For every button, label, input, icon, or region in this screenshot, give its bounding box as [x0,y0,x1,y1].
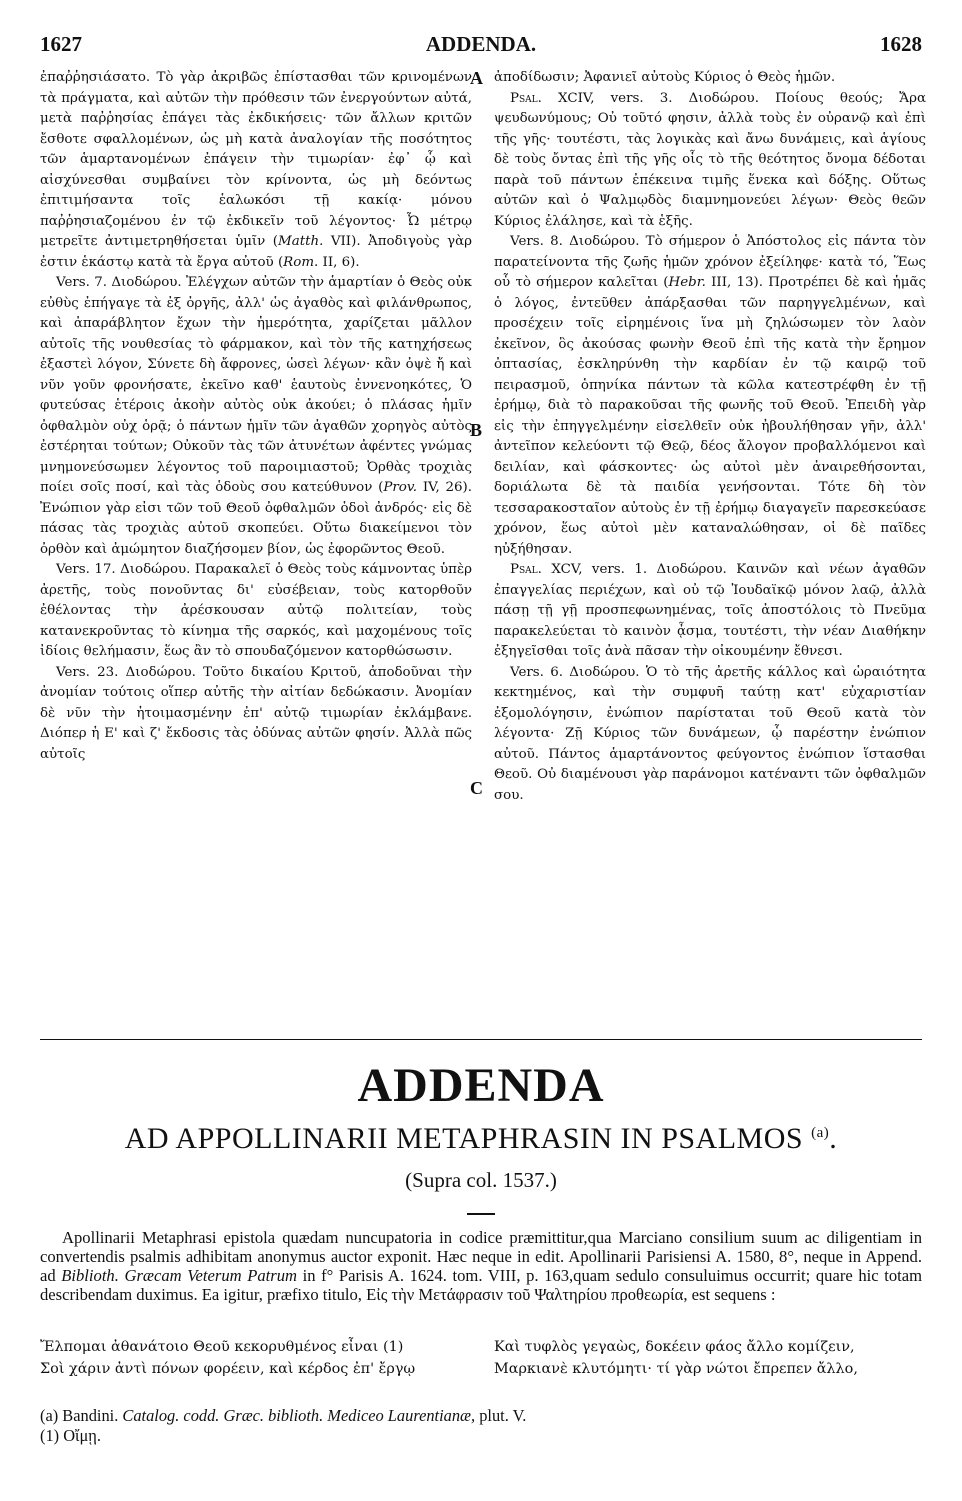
left-p2-ref: Prov. [383,480,418,495]
intro-paragraph [40,1228,922,1304]
footnote-a-mark: (a) [40,1406,59,1425]
section-subtitle [0,1122,962,1156]
margin-marker-b: B [470,420,483,440]
left-p1-ref1: Matth. [278,234,324,249]
left-column [40,68,472,765]
footnote-a-text: Bandini. [58,1406,123,1425]
right-paragraph-4 [494,560,926,663]
running-title: ADDENDA. [425,32,537,56]
left-p2-text: Vers. 7. Διοδώρου. Ἐλέγχων αὐτῶν τὴν ἁμαρτίαν ὁ Θεὸς οὐκ εὐθὺς ἐπήγαγε τὰ ἐξ ὀργῆς, ἀλλ' ὡς ἀγαθὸς καὶ φιλάνθρωπος, καὶ ἀπαράβλητον ἔχων τὴν ἡμερότητα, χαρίζεται μᾶλλον αὐτοῖς τῆς νουθεσίας τὸ φάρμακον, καὶ τὸν τῆς κατηχήσεως ἐξαστεὶ λόγον, Σύνετε δὴ ἄφρονες, ὡσεὶ λέγων· κἂν ὀψὲ ἤ καὶ νῦν γοῦν φρονήσατε, ἐκεῖνο καθ' ἑαυτοὺς ἐννενοηκότες, Ὁ φυτεύσας ἑτέροις ἀκοὴν αὐτὸς οὐκ ἀκούει; ὁ πλάσας ἡμῖν ὀφθαλμὸν οὐχ ὁρᾷ; ὁ πάντων ἡμῖν τῶν ἀγαθῶν χορηγὸς αὐτὸς ἐστέρηται τούτων; Οὐκοῦν τὰς τῶν ἀτυνέτων ἀφέντες γνώμας μνημονεύσωμεν λέγοντος τοῦ παροιμιαστοῦ; Ὀρθὰς τροχιὰς ποίει σοῖς ποσί, καὶ τὰς ὁδοὺς σου κατεύθυνον ( [40,275,472,495]
left-p2-end: IV, 26). Ἐνώπιον γὰρ εἰσι τῶν τοῦ Θεοῦ ὀφθαλμῶν ὁδοὶ ἀνδρός· εἰς δὲ πάσας τὰς τροχιὰς αὐτοῦ σκοπεύει. Οὕτω διακείμενοι τὸν ὀρθὸν καὶ ἀμώμητον διαζήσομεν βίον, ὡς ἐφορῶντος Θεοῦ. [40,480,472,557]
right-column [494,68,926,806]
right-p3-ref: Hebr. [668,275,706,290]
footnote-1: (1) Οἴμῃ. [40,1426,101,1445]
right-p2-psal: Psal. [510,90,542,106]
left-p1-ref2: Rom. [283,254,319,270]
right-p4-psal: Psal. [510,562,542,577]
verse-left-2: Σοὶ χάριν ἀντὶ πόνων φορέειν, καὶ κέρδος ἐπ' ἔργῳ [40,1361,416,1377]
left-p1-mid: VII). Ἀποδιγοὺς γὰρ ἐστιν ἑκάστῳ κατὰ τὰ ἔργα αὐτοῦ ( [40,234,473,270]
section-divider [40,1039,922,1040]
page-header [40,32,922,60]
intro-italic: Biblioth. Græcam Veterum Patrum [61,1266,298,1285]
right-p3-end: III, 13). Προτρέπει δὲ καὶ ἡμᾶς ὁ λόγος, ἐντεῦθεν ἀπάρξασθαι τῶν παρηγγελμένων, καὶ προσέχειν τοῖς εἰρημένοις ἵνα μὴ ζηλώσωμεν τὸν λαὸν ἐκεῖνον, ὃς ἀκούσας φωνὴν Θεοῦ ἐπὶ τῆς κατὰ τὴν ἔρημον ὀπτασίας, ἐσκληρύνθη τὴν καρδίαν ἐν τῷ καιρῷ τοῦ πειρασμοῦ, ὁπηνίκα πάντων τὰ κῶλα κατεστρέφθη ἐν τῇ ἐρήμῳ, διὰ τὸ παρακοῦσαι τῆς φωνῆς τοῦ Θεοῦ. Ἐπειδὴ γὰρ εἰς τὴν ἐπηγγελμένην εἰσελθεῖν οὐκ ἠβουλήθησαν γῆν, ἀλλ' ἀντεῖπον κελεύοντι τῷ Θεῷ, δέος ἄλογον προβαλλόμενοι καὶ δειλίαν, καὶ φάσκοντες· ὡς αὐτοὶ μὲν ἀναιρεθήσονται, δοριάλωτα δὲ τὰ παιδία γενήσονται. Τότε δὴ τὸν τεσσαρακοσταῖον αὐτοὺς ἐν τῇ ἐρήμῳ διαγαγεῖν παρεσκεύασε χρόνον, ἕως αὐτοὶ μὲν καταναλώθησαν, οἱ δὲ παῖδες ηὐξήθησαν. [494,275,926,557]
left-column-number: 1627 [40,32,82,56]
left-paragraph-1 [40,68,472,273]
verse-right-1: Καὶ τυφλὸς γεγαὼς, δοκέειν φάος ἄλλο κομίζειν, [494,1339,855,1355]
intro-text-2: in f° Parisis A. 1624. tom. VIII, p. 163,quam sedulo consuluimus occurrit; quare hic totam describendam duximus. Ea igitur, præfixo titulo, Εἰς τὴν Μετάφρασιν τοῦ Ψαλτηρίου προθεωρία, est sequens : [40,1266,922,1304]
footnote-a [40,1406,526,1426]
footnote-a-italic: Catalog. codd. Græc. biblioth. Mediceo Laurentianæ, [122,1406,476,1425]
left-paragraph-3: Vers. 17. Διοδώρου. Παρακαλεῖ ὁ Θεὸς τοὺς κάμνοντας ὑπὲρ ἀρετῆς, τοὺς πονοῦντας δι' εὐσέβειαν, τοὺς κατορθοῦν ἐθέλοντας τὴν ἀρέσκουσαν αὐτῷ πολιτείαν, τοὺς κατανεκροῦντας τὸ κίνημα τῆς σαρκός, καὶ μαχομένους τοῖς ἰδίοις θελήμασιν, ἕως ἂν τὸ σπουδαζόμενον κατορθώσωσιν. [40,562,472,659]
right-paragraph-3 [494,232,926,560]
short-divider [467,1213,495,1215]
verse-right-2: Μαρκιανὲ κλυτόμητι· τί γὰρ νώτοι ἔπρεπεν ἄλλο, [494,1361,858,1377]
supra-reference: (Supra col. 1537.) [405,1168,557,1192]
margin-marker-a: A [470,68,483,88]
section-title: ADDENDA [357,1059,605,1112]
right-p4-text: XCV, vers. 1. Διοδώρου. Καινῶν καὶ νέων ἀγαθῶν ἐπαγγελίας περιέχων, καὶ οὐ τῷ Ἰουδαϊκῷ μόνον λαῷ, ἀλλὰ πάσῃ τῇ γῇ προσπεφωνημένας, τοῖς ἀποστόλοις τὸ Πνεῦμα παρακελεύεται τὸ καινὸν ᾆσμα, τουτέστι, τὴν νέαν Διαθήκην ἐξηγεῖσθαι τοῖς ἀνὰ πᾶσαν τὴν οἰκουμένην ἔθνεσι. [494,562,926,659]
right-column-number: 1628 [880,32,922,56]
right-paragraph-5: Vers. 6. Διοδώρου. Ὁ τὸ τῆς ἀρετῆς κάλλος καὶ ὡραιότητα κεκτημένος, καὶ τὴν συμφυῆ ταύτῃ κατ' εὐχαριστίαν ἐξομολόγησιν, ἐνώπιον παρίσταται τοῦ Θεοῦ κατὰ τὸν λέγοντα· Ζῇ Κύριος τῶν δυνάμεων, ᾧ παρέστην ἐνώπιον αὐτοῦ. Πάντος ἁμαρτάνοντος φεύγοντος ἐνώπιον ἵστασθαι Θεοῦ. Οὐ διαμένουσι γὰρ παράνομοι κατέναντι τῶν ὀφθαλμῶν σου. [494,664,926,803]
margin-marker-c: C [470,778,483,798]
subtitle-end: . [829,1122,838,1155]
right-p3-text: Vers. 8. Διοδώρου. Τὸ σήμερον ὁ Ἀπόστολος εἰς πάντα τὸν παρατείνοντα τῆς ζωῆς ἡμῶν χρόνον ἐξείληφε· κατὰ τό, Ἕως οὗ τὸ σήμερον καλεῖται ( [494,234,926,290]
right-paragraph-2 [494,89,926,233]
intro-text-1: Apollinarii Metaphrasi epistola quædam nuncupatoria in codice præmittitur,qua Marciano consilium suum ac diligentiam in convertendis psalmis adhibitam anonymus auctor exponit. Hæc neque in edit. Apollinarii Parisiensi A. 1580, 8°, neque in Append. ad [40,1228,922,1285]
subtitle-text: AD APPOLLINARII METAPHRASIN IN PSALMOS [124,1122,804,1155]
footnote-a-end: plut. V. [475,1406,527,1425]
verse-left-1: Ἔλπομαι ἀθανάτοιο Θεοῦ κεκορυθμένος εἶναι (1) [40,1339,404,1355]
left-paragraph-2 [40,273,472,560]
right-p2-text: XCIV, vers. 3. Διοδώρου. Ποίους θεούς; Ἄρα ψευδωνύμους; Οὐ τοῦτό φησιν, ἀλλὰ τοὺς ἐν οὐρανῷ καὶ ἐπὶ τῆς γῆς· τουτέστι, τὰς λογικὰς καὶ ἄνω δυνάμεις, καὶ ἁγίους δὲ τοὺς ὄντας ἐπὶ τῆς γῆς οἷς τὸ τῆς θεότητος ὄνομα δέδοται παρὰ τοῦ πάντων ἐπέκεινα τιμῆς ἕνεκα καὶ δόξης. Οὕτως αὐτῶν καὶ ὁ Ψαλμῳδὸς διαμνημονεύει λέγων· Θεὸς θεῶν Κύριος ἐλάλησε, καὶ τὰ ἑξῆς. [494,90,926,229]
left-paragraph-4: Vers. 23. Διοδώρου. Τοῦτο δικαίου Κριτοῦ, ἀποδοῦναι τὴν ἀνομίαν τούτοις οἵπερ αὐτῆς τὴν αἰτίαν δεδώκασιν. Ἀνομίαν δὲ νῦν τὴν ἡτοιμασμένην ἐπ' αὐτῷ τιμωρίαν ἐκλάμβανε. Διόπερ ἡ Ε' καὶ ζ' ἔκδοσις τὰς ὀδύνας αὐτῶν φησίν. Ἀλλὰ πῶς αὐτοῖς [40,664,472,762]
left-p1-end: II, 6). [318,254,360,270]
left-p1-text: ἐπαῤῥησιάσατο. Τὸ γὰρ ἀκριβῶς ἐπίστασθαι τῶν κρινομένων τὰ πράγματα, καὶ αὐτῶν τὴν πρόθεσιν τῶν ἐνεργούντων αὐτά, μετὰ παῤῥησίας ἐπάγει τὰς ἐκδικήσεις· τῶν ἄλλων κριτῶν ἔσθοτε σφαλλομένων, ὡς μὴ κατὰ ἀναλογίαν τῆς ποσότητος τῶν ἁμαρτανομένων ἐπάγειν τὴν τιμωρίαν· ἐφ᾽ ᾧ καὶ αἰσχύνεσθαι συμβαίνει τὸν κρίνοντα, ὡς μὴ δεόντως ἐπιτιμήσαντα τοῖς ἑαλωκόσι τῇ κακίᾳ· μόνου παῤῥησιαζομένου ἐν τῷ ἐκδικεῖν τοῦ λέγοντος· Ὦ μέτρῳ μετρεῖτε ἀντιμετρηθήσεται ὑμῖν ( [40,70,472,249]
subtitle-note-mark: (a) [811,1125,830,1141]
right-paragraph-1: ἀποδίδωσιν; Ἀφανιεῖ αὐτοὺς Κύριος ὁ Θεὸς ἡμῶν. [494,70,836,85]
